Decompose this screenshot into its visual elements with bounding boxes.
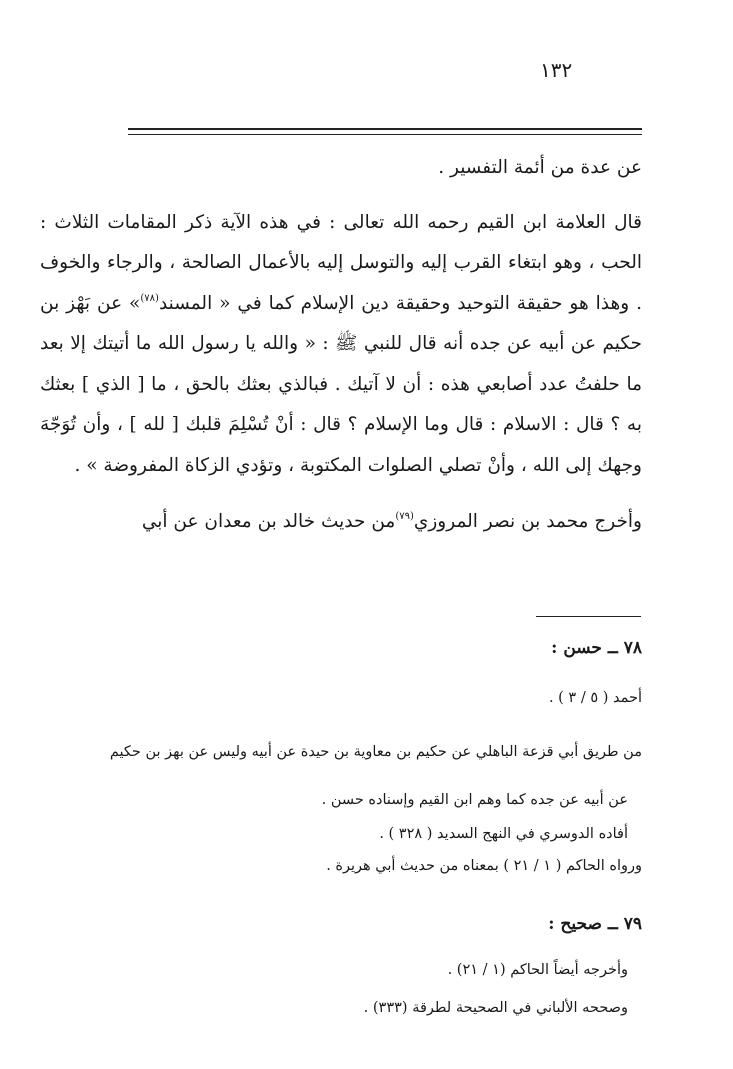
- header-rule-thick: [128, 128, 642, 130]
- footnote-78-line: أحمد ( ٥ / ٣ ) .: [548, 690, 642, 706]
- footnote-78-heading: ٧٨ ــ حسن :: [551, 638, 642, 658]
- footnote-78-line: أفاده الدوسري في النهج السديد ( ٣٢٨ ) .: [379, 826, 628, 842]
- footnote-79-heading: ٧٩ ــ صحيح :: [548, 914, 642, 934]
- footnote-79-line: وصححه الألباني في الصحيحة لطرقة (٣٣٣) .: [363, 1000, 628, 1016]
- paragraph-2-text: قال العلامة ابن القيم رحمه الله تعالى : في هذه الآية ذكر المقامات الثلاث : الحب ، وهو ابتغاء القرب إليه والتوسل إليه بالأعمال الصالحة ، والرجاء والخوف . وهذا هو حقيقة التوحيد وحقيقة دين الإسلام كما في « المسند: [40, 211, 643, 314]
- paragraph-3-text: وأخرج محمد بن نصر المروزي: [413, 511, 642, 532]
- footnote-78-line: عن أبيه عن جده كما وهم ابن القيم وإسناده حسن .: [321, 792, 628, 808]
- footnote-separator: [536, 616, 641, 617]
- page-number: ١٣٢: [540, 58, 573, 82]
- footnote-78-line: من طريق أبي قزعة الباهلي عن حكيم بن معاوية بن حيدة عن أبيه وليس عن بهز بن حكيم: [109, 744, 642, 760]
- paragraph-3: [40, 502, 642, 543]
- footnote-marker-78: (٧٨): [140, 292, 159, 304]
- header-rule-thin: [128, 134, 642, 135]
- footnote-marker-79: (٧٩): [395, 511, 414, 522]
- paragraph-2: [40, 203, 642, 487]
- footnote-78-line: ورواه الحاكم ( ١ / ٢١ ) بمعناه من حديث أبي هريرة .: [326, 858, 642, 874]
- footnote-79-line: وأخرجه أيضاً الحاكم (١ / ٢١) .: [447, 962, 628, 978]
- paragraph-1: عن عدة من أئمة التفسير .: [438, 157, 642, 178]
- main-text: [40, 148, 642, 543]
- paragraph-3-continued: من حديث خالد بن معدان عن أبي: [141, 511, 396, 532]
- paragraph-2-continued: » عن بَهْز بن حكيم عن أبيه عن جده أنه قال للنبي ﷺ : « والله يا رسول الله ما أتيتك إلا بعد ما حلفتُ عدد أصابعي هذه : أن لا آتيك . فبالذي بعثك بالحق ، ما [ الذي ] بعثك به ؟ قال : الاسلام : قال وما الإسلام ؟ قال : أنْ تُسْلِمَ قلبك [ لله ] ، وأن تُوَجّهَ وجهك إلى الله ، وأنْ تصلي الصلوات المكتوبة ، وتؤدي الزكاة المفروضة » .: [40, 292, 642, 476]
